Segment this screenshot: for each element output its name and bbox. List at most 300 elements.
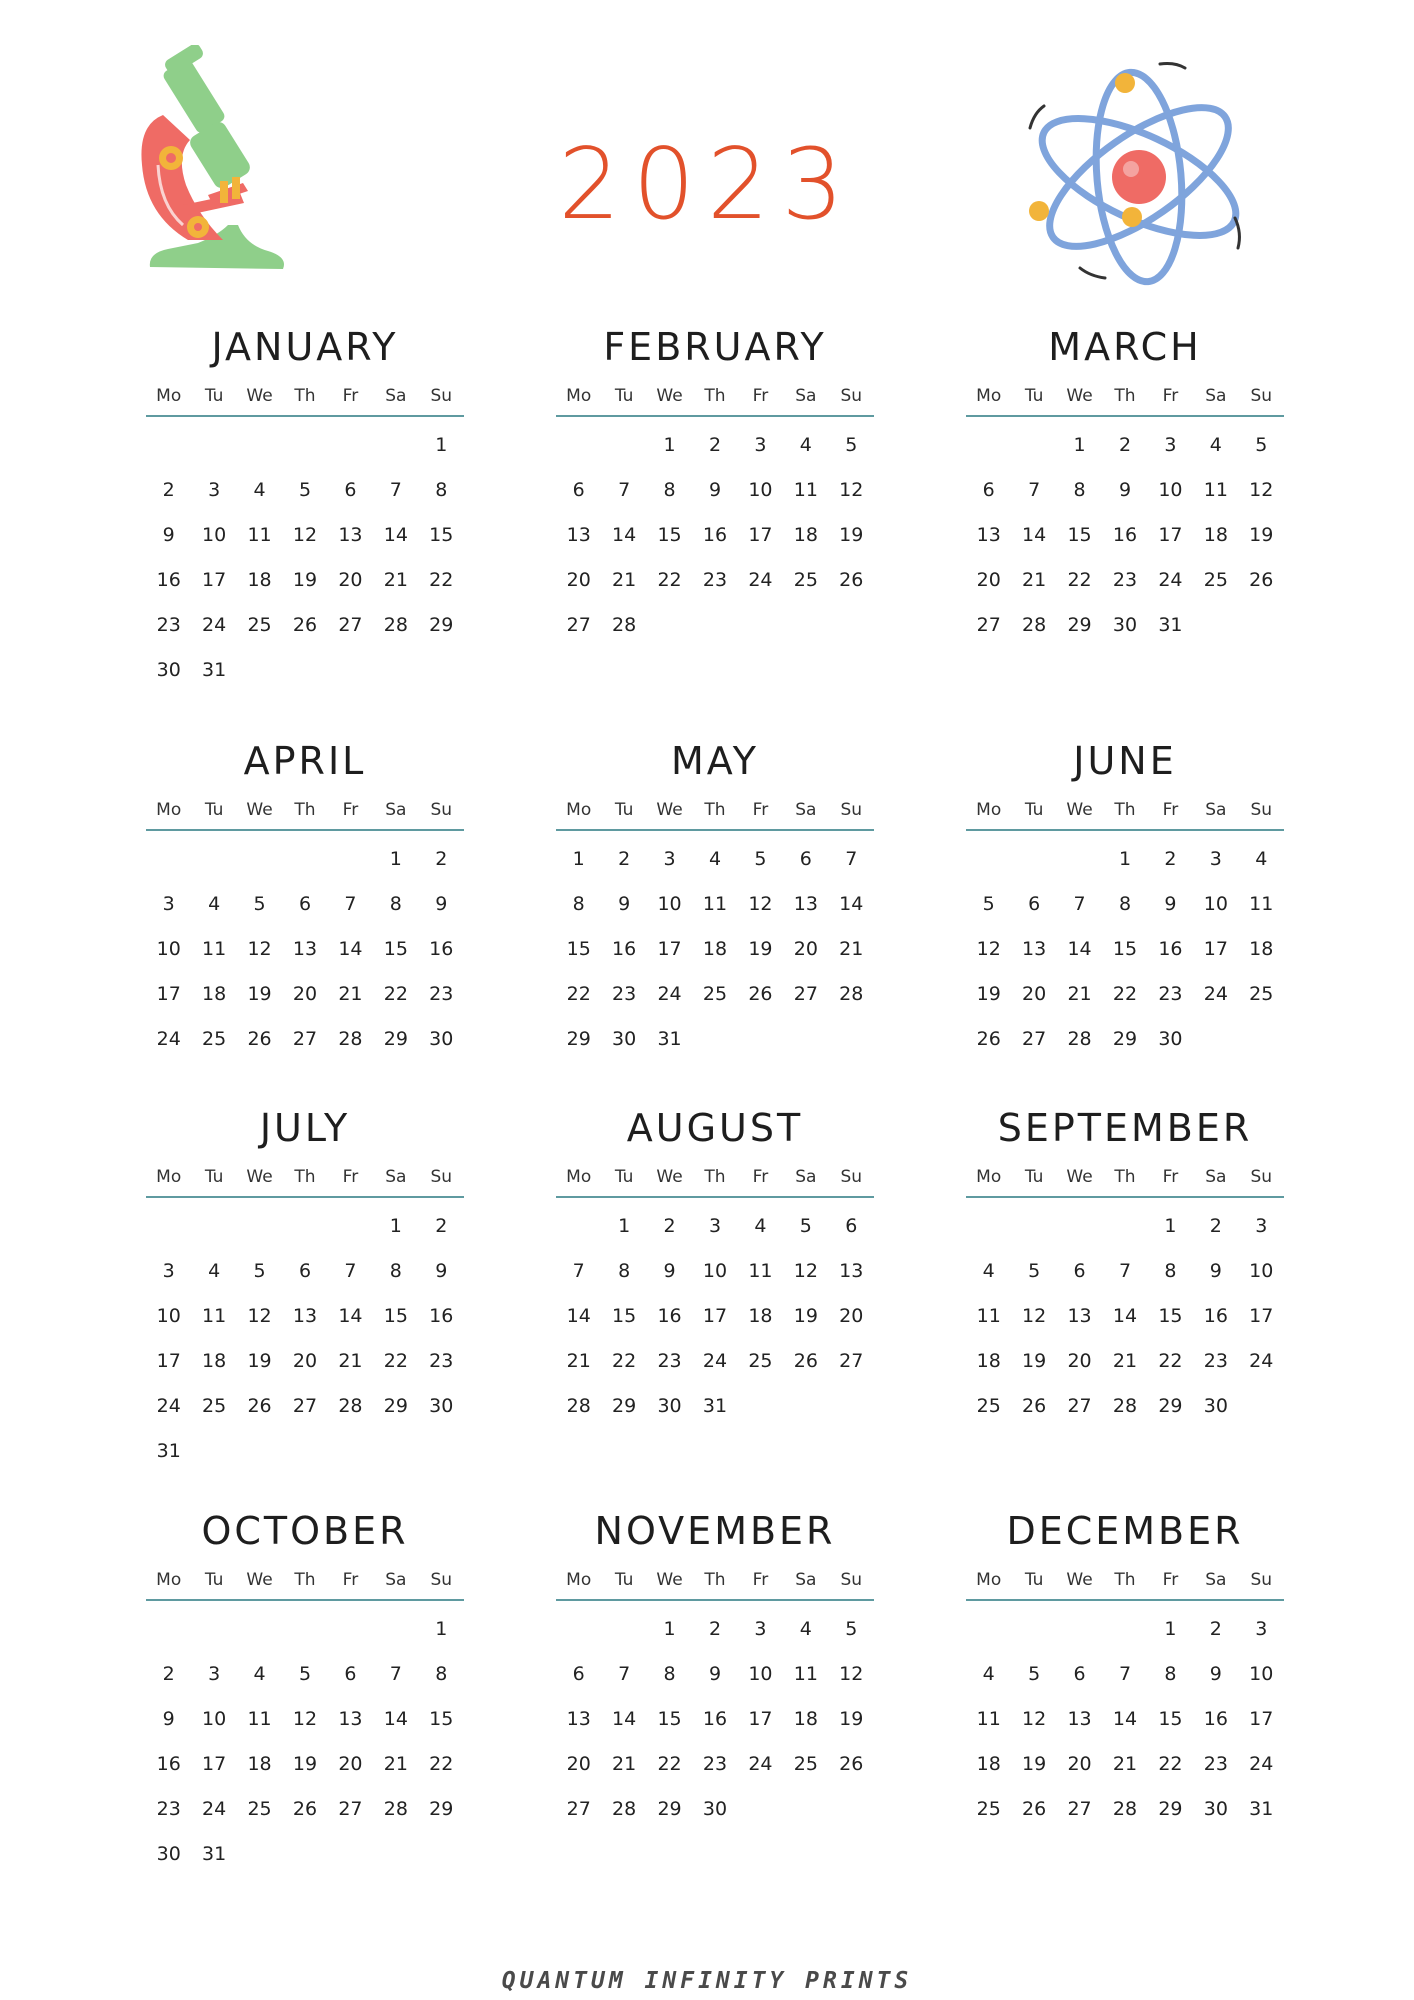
weekday-header: We [656,1570,683,1590]
day-cell: 26 [839,1753,864,1775]
weekday-header-row [556,386,874,417]
microscope-icon [128,45,293,290]
day-cell: 30 [429,1028,454,1050]
day-cell: 13 [1022,938,1047,960]
day-cell: 26 [1249,569,1274,591]
weekday-header: Su [1250,1570,1273,1590]
day-cell: 17 [1158,524,1183,546]
day-cell: 19 [247,1350,272,1372]
day-cell: 13 [566,524,591,546]
day-cell: 26 [793,1350,818,1372]
day-cell: 14 [1067,938,1092,960]
weekday-header-row [146,800,464,831]
empty-cell [191,1607,236,1652]
day-cell: 3 [1209,848,1222,870]
weekday-header: Tu [1024,1570,1044,1590]
empty-cell [1057,1607,1102,1652]
weekday-header: Th [1114,1570,1136,1590]
weekday-header-row [966,1167,1284,1198]
weekday-header: Th [294,800,316,820]
day-cell: 3 [162,1260,175,1282]
day-cell: 24 [702,1350,728,1372]
day-cell: 13 [976,524,1001,546]
weekday-header: Th [294,1167,316,1187]
day-cell: 26 [292,1798,318,1820]
day-cell: 9 [1164,893,1177,915]
day-cell: 9 [162,1708,175,1730]
day-cell: 18 [1249,938,1274,960]
day-cell: 1 [435,434,448,456]
day-cell: 30 [612,1028,637,1050]
weekday-header: Mo [566,1570,592,1590]
day-cell: 30 [1203,1395,1228,1417]
day-cell: 3 [208,479,221,501]
day-cell: 1 [572,848,585,870]
weekday-header: Sa [385,386,407,406]
day-cell: 19 [292,1753,318,1775]
day-cell: 31 [202,1843,227,1865]
day-cell: 8 [663,1663,676,1685]
day-cell: 22 [1158,1753,1183,1775]
day-cell: 18 [247,569,272,591]
month-name: SEPTEMBER [997,1106,1253,1150]
day-cell: 27 [1067,1395,1092,1417]
day-cell: 3 [162,893,175,915]
empty-cell [237,1204,282,1249]
day-cell: 20 [1067,1350,1092,1372]
day-cell: 7 [389,1663,402,1685]
day-cell: 28 [612,1798,637,1820]
day-cell: 9 [708,1663,722,1685]
day-cell: 5 [298,1663,312,1685]
day-cell: 13 [566,1708,591,1730]
day-cell: 3 [754,434,767,456]
day-cell: 25 [202,1395,227,1417]
day-cell: 18 [202,1350,227,1372]
weekday-header: Su [840,1167,863,1187]
day-grid [966,1607,1284,1832]
day-cell: 6 [298,1260,312,1282]
weekday-header: Th [1114,386,1136,406]
day-cell: 24 [156,1028,181,1050]
day-cell: 2 [1164,848,1177,870]
day-cell: 15 [429,1708,454,1730]
day-cell: 4 [982,1260,995,1282]
day-cell: 17 [202,1753,227,1775]
day-cell: 9 [663,1260,676,1282]
day-cell: 31 [202,659,227,681]
weekday-header: Tu [1024,800,1044,820]
day-cell: 31 [702,1395,728,1417]
day-cell: 21 [612,1753,637,1775]
day-cell: 18 [976,1350,1001,1372]
day-cell: 27 [566,1798,591,1820]
day-cell: 19 [839,524,864,546]
weekday-header: Th [294,1570,316,1590]
empty-cell [1011,1204,1056,1249]
day-cell: 3 [1255,1618,1268,1640]
day-cell: 30 [429,1395,454,1417]
day-cell: 11 [976,1305,1001,1327]
month-name: MARCH [1048,325,1202,369]
day-cell: 17 [156,1350,181,1372]
day-cell: 2 [663,1215,676,1237]
day-cell: 27 [292,1395,318,1417]
weekday-header: Sa [385,1167,407,1187]
day-cell: 6 [298,893,312,915]
month-december [966,1506,1284,1832]
month-name: DECEMBER [1006,1509,1244,1553]
day-cell: 27 [338,1798,363,1820]
day-cell: 19 [976,983,1001,1005]
day-cell: 23 [156,614,181,636]
weekday-header: Mo [566,800,592,820]
day-cell: 2 [435,1215,448,1237]
day-cell: 10 [702,1260,728,1282]
day-cell: 11 [793,479,818,501]
day-cell: 1 [1164,1618,1177,1640]
day-cell: 26 [839,569,864,591]
day-cell: 18 [1203,524,1228,546]
empty-cell [966,423,1011,468]
empty-cell [966,837,1011,882]
day-cell: 11 [247,524,272,546]
day-cell: 14 [338,1305,363,1327]
day-cell: 26 [1022,1798,1047,1820]
empty-cell [282,837,327,882]
weekday-header-row [146,386,464,417]
day-cell: 12 [748,893,773,915]
empty-cell [1011,1607,1056,1652]
day-cell: 13 [839,1260,864,1282]
day-cell: 21 [612,569,637,591]
day-cell: 6 [1073,1260,1086,1282]
day-cell: 4 [799,1618,812,1640]
day-cell: 14 [1022,524,1047,546]
day-cell: 31 [1249,1798,1274,1820]
weekday-header: Mo [976,1167,1002,1187]
day-cell: 9 [1118,479,1132,501]
day-cell: 6 [344,1663,357,1685]
weekday-header: Sa [1205,386,1227,406]
month-september [966,1103,1284,1429]
day-cell: 25 [1203,569,1228,591]
weekday-header-row [556,1167,874,1198]
day-cell: 6 [1028,893,1041,915]
day-cell: 18 [976,1753,1001,1775]
day-grid [966,1204,1284,1429]
day-cell: 15 [1067,524,1092,546]
day-cell: 12 [1022,1708,1047,1730]
empty-cell [1057,1204,1102,1249]
day-cell: 2 [708,434,722,456]
day-cell: 4 [253,1663,266,1685]
day-cell: 7 [618,479,631,501]
weekday-header: We [656,386,683,406]
day-cell: 13 [292,938,318,960]
day-cell: 13 [1067,1708,1092,1730]
weekday-header: We [656,800,683,820]
day-cell: 31 [657,1028,682,1050]
day-cell: 24 [1158,569,1183,591]
weekday-header: Fr [752,386,769,406]
day-cell: 5 [253,893,266,915]
weekday-header: Su [430,800,453,820]
day-cell: 10 [1249,1663,1274,1685]
day-cell: 21 [1022,569,1047,591]
day-cell: 16 [429,938,454,960]
empty-cell [556,1204,601,1249]
day-cell: 17 [1203,938,1228,960]
day-cell: 13 [793,893,818,915]
day-cell: 6 [845,1215,858,1237]
day-cell: 11 [202,1305,227,1327]
weekday-header: Fr [342,800,359,820]
empty-cell [1057,837,1102,882]
day-cell: 30 [156,659,181,681]
day-cell: 19 [247,983,272,1005]
day-cell: 4 [208,1260,221,1282]
day-cell: 22 [1112,983,1138,1005]
day-cell: 16 [1203,1305,1228,1327]
weekday-header: Th [294,386,316,406]
day-cell: 25 [247,614,272,636]
weekday-header: Fr [752,1570,769,1590]
day-cell: 8 [572,893,585,915]
day-cell: 10 [156,1305,181,1327]
day-cell: 27 [976,614,1001,636]
day-cell: 8 [1164,1260,1177,1282]
day-cell: 21 [1112,1753,1138,1775]
day-cell: 1 [389,1215,402,1237]
day-cell: 7 [618,1663,631,1685]
day-cell: 9 [435,1260,448,1282]
day-cell: 26 [1022,1395,1047,1417]
day-cell: 19 [1022,1350,1047,1372]
day-cell: 2 [1209,1618,1222,1640]
day-cell: 15 [657,524,682,546]
day-cell: 18 [202,983,227,1005]
day-cell: 1 [618,1215,631,1237]
month-january [146,322,464,693]
day-cell: 11 [247,1708,272,1730]
weekday-header: Fr [752,800,769,820]
weekday-header: Tu [614,1570,634,1590]
day-cell: 18 [748,1305,773,1327]
day-cell: 5 [982,893,995,915]
weekday-header: Su [1250,386,1273,406]
day-cell: 13 [1067,1305,1092,1327]
day-cell: 23 [1203,1350,1228,1372]
day-cell: 12 [793,1260,818,1282]
day-cell: 15 [1112,938,1138,960]
day-cell: 13 [338,1708,363,1730]
day-cell: 28 [338,1028,363,1050]
day-cell: 29 [1158,1798,1183,1820]
day-cell: 14 [612,1708,637,1730]
day-cell: 25 [976,1798,1001,1820]
day-cell: 7 [344,893,357,915]
day-cell: 27 [566,614,591,636]
day-cell: 20 [566,1753,591,1775]
day-cell: 5 [298,479,312,501]
day-cell: 4 [1255,848,1268,870]
day-cell: 20 [1022,983,1047,1005]
day-cell: 4 [754,1215,767,1237]
day-cell: 2 [1209,1215,1222,1237]
day-cell: 14 [383,524,408,546]
day-cell: 28 [338,1395,363,1417]
day-cell: 20 [1067,1753,1092,1775]
day-cell: 4 [253,479,266,501]
weekday-header-row [966,800,1284,831]
weekday-header: Fr [342,386,359,406]
empty-cell [1011,423,1056,468]
day-cell: 7 [572,1260,585,1282]
day-cell: 21 [338,1350,363,1372]
day-cell: 28 [1067,1028,1092,1050]
day-cell: 6 [982,479,995,501]
day-cell: 8 [663,479,676,501]
weekday-header: Th [1114,800,1136,820]
day-cell: 21 [383,1753,408,1775]
weekday-header: Fr [342,1570,359,1590]
day-cell: 15 [1158,1708,1183,1730]
day-cell: 30 [1158,1028,1183,1050]
empty-cell [146,837,191,882]
day-cell: 9 [1209,1663,1222,1685]
empty-cell [966,1607,1011,1652]
day-cell: 9 [618,893,631,915]
day-cell: 7 [845,848,858,870]
day-cell: 21 [383,569,408,591]
atom-icon [1020,58,1258,296]
day-cell: 29 [612,1395,637,1417]
day-cell: 14 [612,524,637,546]
day-cell: 28 [612,614,637,636]
day-cell: 8 [1164,1663,1177,1685]
day-cell: 27 [1022,1028,1047,1050]
weekday-header: Sa [1205,800,1227,820]
day-cell: 20 [566,569,591,591]
day-cell: 8 [389,1260,402,1282]
day-cell: 31 [156,1440,181,1462]
day-cell: 16 [156,569,181,591]
day-cell: 23 [1112,569,1138,591]
weekday-header: Mo [156,800,182,820]
day-cell: 24 [202,614,227,636]
day-cell: 11 [748,1260,773,1282]
weekday-header: We [246,386,273,406]
day-cell: 2 [162,1663,175,1685]
day-cell: 8 [1118,893,1132,915]
empty-cell [191,1204,236,1249]
day-cell: 26 [247,1395,272,1417]
weekday-header: Sa [795,1570,817,1590]
month-name: MAY [670,739,760,783]
day-cell: 5 [253,1260,266,1282]
weekday-header: Su [840,386,863,406]
day-cell: 23 [429,983,454,1005]
day-cell: 29 [383,1395,408,1417]
empty-cell [601,1607,646,1652]
day-cell: 16 [612,938,637,960]
day-cell: 30 [702,1798,728,1820]
day-cell: 18 [247,1753,272,1775]
empty-cell [1102,1607,1147,1652]
day-cell: 7 [389,479,402,501]
empty-cell [282,1204,327,1249]
day-grid [966,423,1284,648]
day-cell: 19 [839,1708,864,1730]
day-cell: 24 [748,569,773,591]
weekday-header: Tu [204,800,224,820]
weekday-header: Fr [1162,1570,1179,1590]
month-april [146,736,464,1062]
empty-cell [146,1607,191,1652]
day-cell: 23 [702,569,728,591]
empty-cell [601,423,646,468]
weekday-header: Th [1114,1167,1136,1187]
day-cell: 16 [702,1708,728,1730]
day-cell: 12 [247,938,272,960]
day-grid [556,1204,874,1429]
day-cell: 7 [1118,1260,1132,1282]
day-cell: 21 [338,983,363,1005]
day-cell: 9 [162,524,175,546]
weekday-header: Th [704,1570,726,1590]
day-cell: 5 [1255,434,1268,456]
weekday-header: Tu [1024,386,1044,406]
day-cell: 11 [793,1663,818,1685]
day-cell: 3 [208,1663,221,1685]
day-cell: 21 [1112,1350,1138,1372]
day-cell: 19 [292,569,318,591]
weekday-header: Mo [566,386,592,406]
weekday-header: Mo [566,1167,592,1187]
day-cell: 4 [982,1663,995,1685]
day-cell: 24 [1249,1350,1274,1372]
empty-cell [237,1607,282,1652]
day-cell: 5 [754,848,767,870]
day-cell: 25 [793,1753,818,1775]
day-cell: 12 [247,1305,272,1327]
day-cell: 22 [612,1350,637,1372]
weekday-header: Tu [614,800,634,820]
day-cell: 29 [429,614,454,636]
day-cell: 14 [566,1305,591,1327]
day-cell: 20 [292,983,318,1005]
day-cell: 4 [1209,434,1222,456]
weekday-header: Fr [1162,800,1179,820]
day-cell: 18 [793,1708,818,1730]
month-november [556,1506,874,1832]
day-cell: 15 [657,1708,682,1730]
weekday-header: We [1066,1570,1093,1590]
empty-cell [556,423,601,468]
month-name: APRIL [243,739,367,783]
day-cell: 28 [1022,614,1047,636]
weekday-header: Tu [1024,1167,1044,1187]
day-grid [146,423,464,693]
empty-cell [373,423,418,468]
day-cell: 3 [754,1618,767,1640]
day-cell: 11 [976,1708,1001,1730]
empty-cell [328,1204,373,1249]
day-cell: 27 [338,614,363,636]
day-cell: 17 [748,1708,773,1730]
day-cell: 28 [566,1395,591,1417]
